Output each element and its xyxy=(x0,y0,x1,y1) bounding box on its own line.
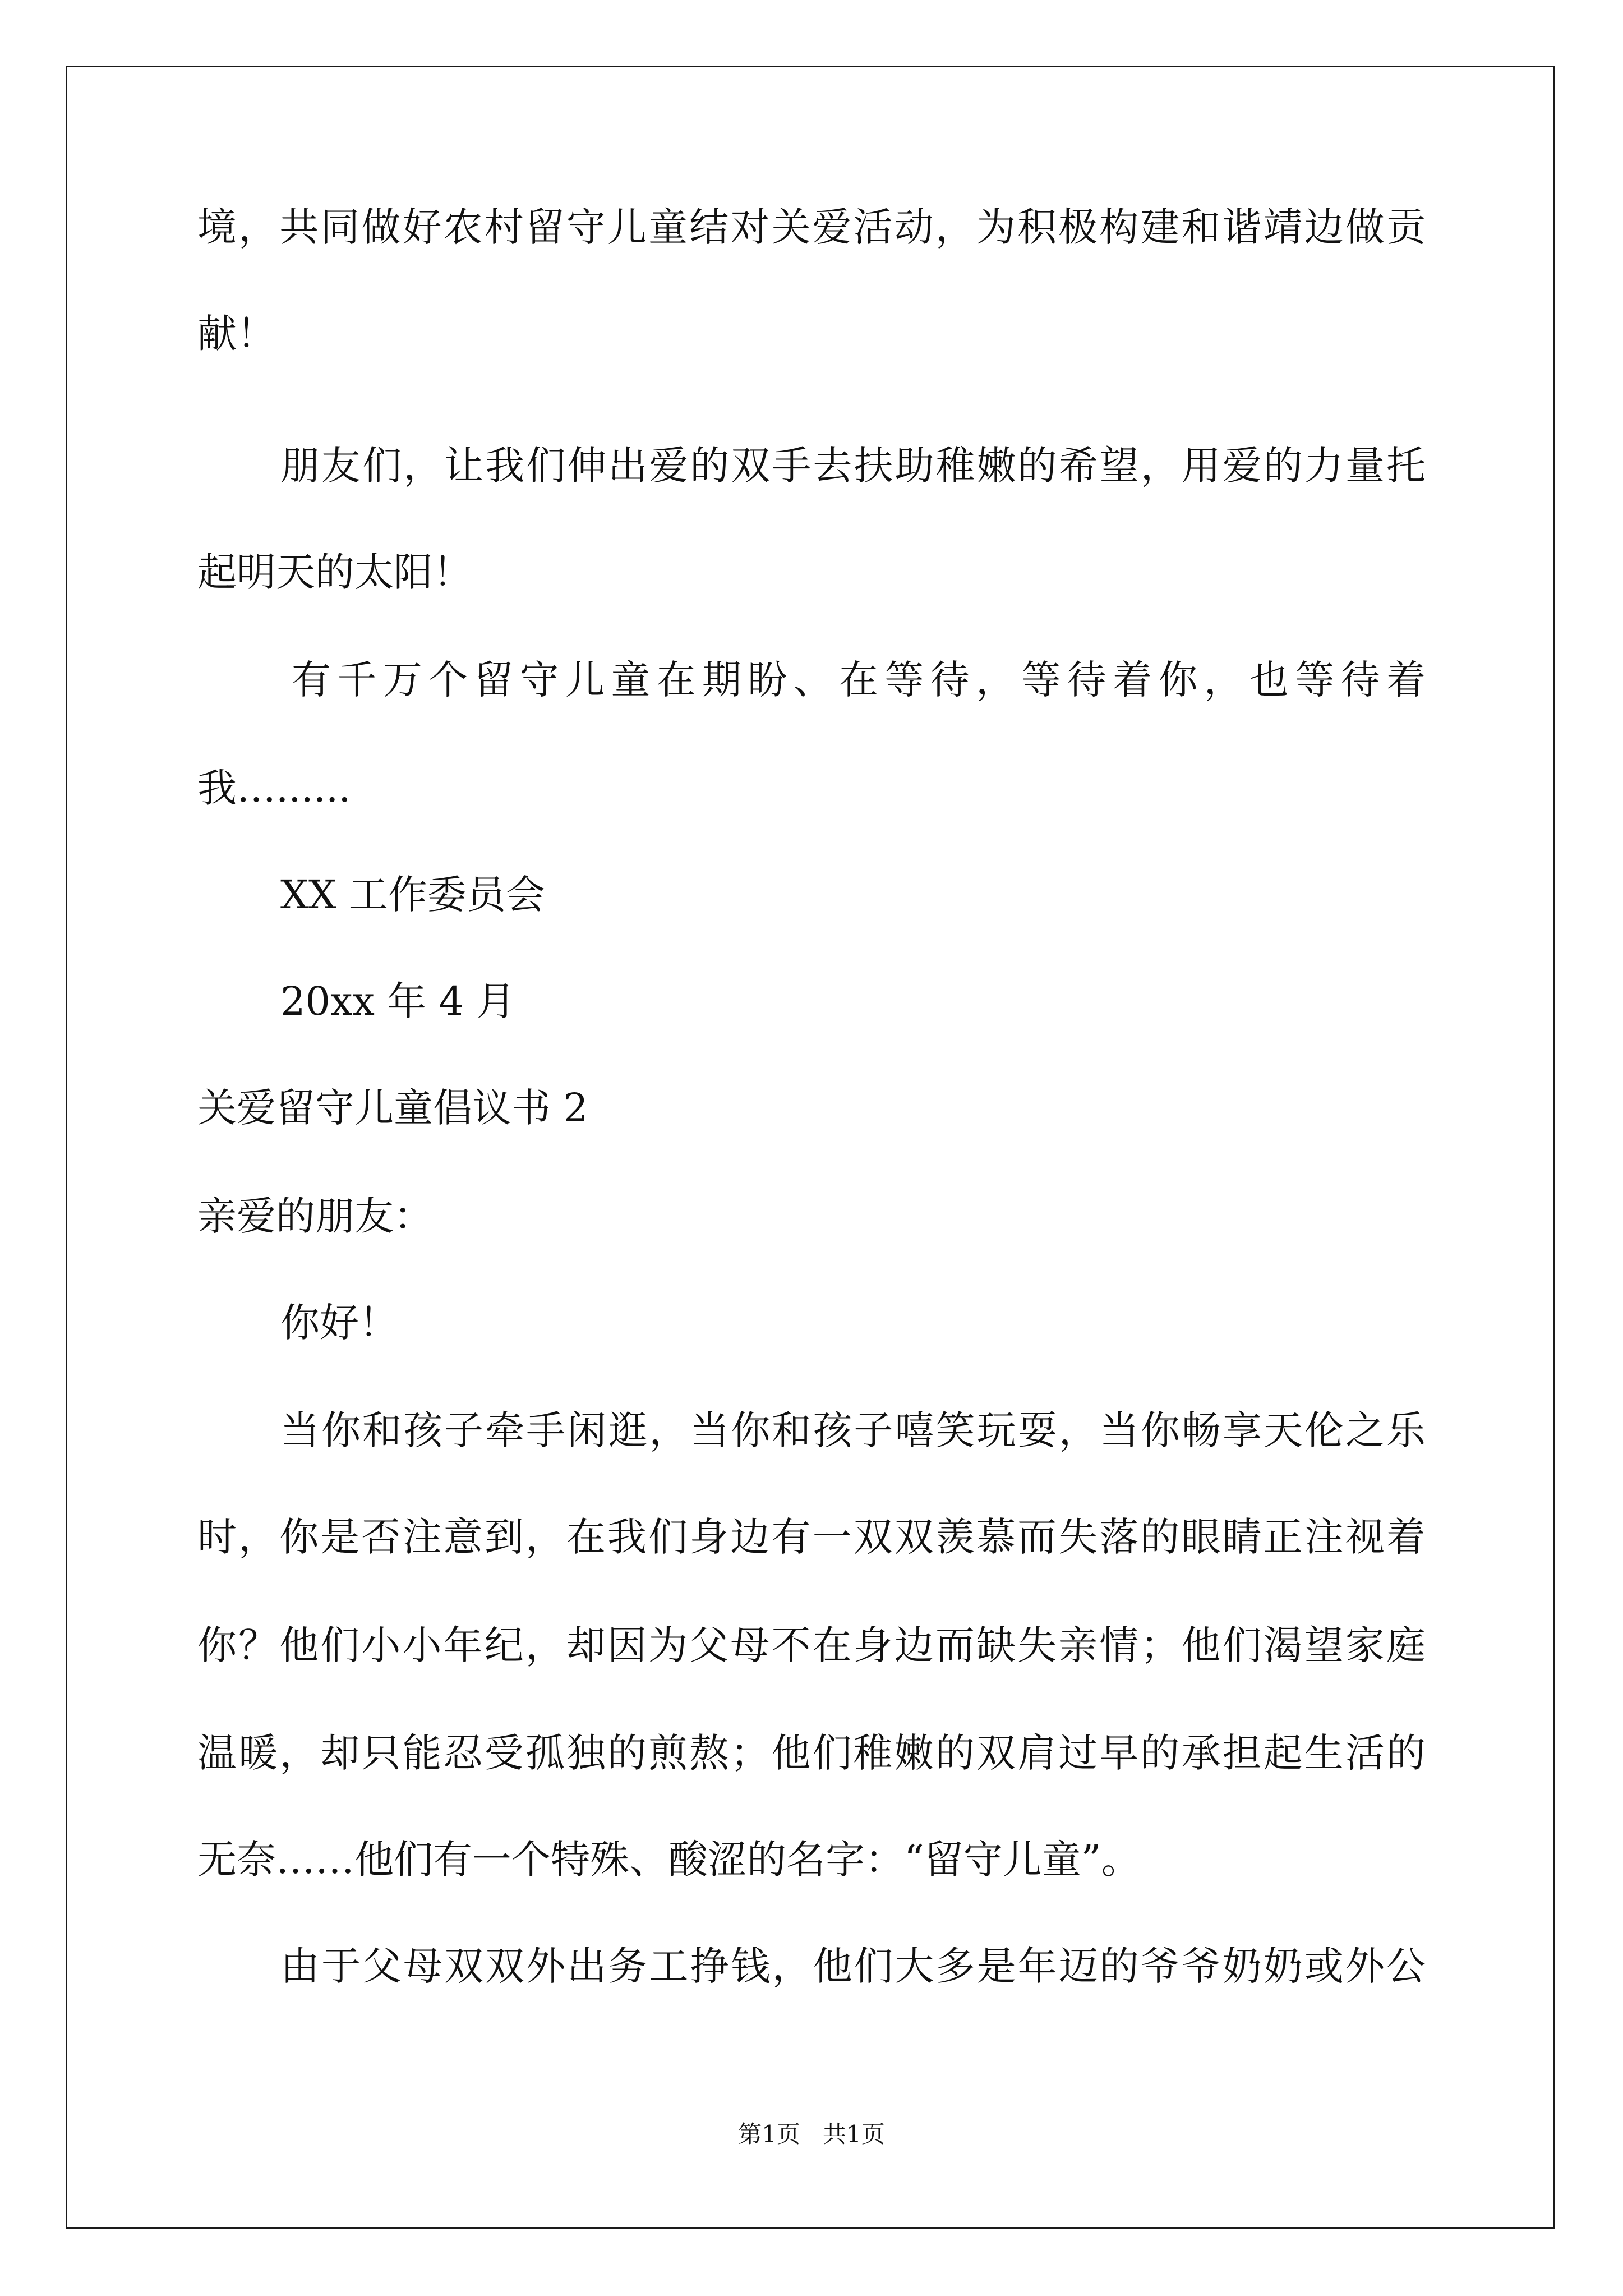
signature-date: 20xx 年 4 月 xyxy=(280,978,516,1024)
body-line: 有千万个留守儿童在期盼、在等待，等待着你，也等待着 xyxy=(292,657,1426,703)
page-footer: 第1页 共1页 xyxy=(738,2120,885,2148)
section-title: 关爱留守儿童倡议书 2 xyxy=(197,1085,588,1131)
body-line: 我…...... xyxy=(197,765,351,811)
body-line: 你？他们小小年纪，却因为父母不在身边而缺失亲情；他们渴望家庭 xyxy=(197,1622,1426,1668)
body-line: 由于父母双双外出务工挣钱，他们大多是年迈的爷爷奶奶或外公 xyxy=(280,1943,1426,1989)
signature-organization: XX 工作委员会 xyxy=(280,872,545,918)
body-line: 朋友们，让我们伸出爱的双手去扶助稚嫩的希望，用爱的力量托 xyxy=(280,443,1426,489)
salutation: 亲爱的朋友： xyxy=(197,1193,433,1239)
body-line: 境，共同做好农村留守儿童结对关爱活动，为积极构建和谐靖边做贡 xyxy=(197,204,1426,250)
page-border xyxy=(66,66,1555,2229)
body-line: 起明天的太阳！ xyxy=(197,549,472,595)
greeting: 你好！ xyxy=(280,1300,398,1346)
body-line: 温暖，却只能忍受孤独的煎熬；他们稚嫩的双肩过早的承担起生活的 xyxy=(197,1730,1426,1776)
body-line: 献！ xyxy=(197,311,276,357)
body-line: 无奈……他们有一个特殊、酸涩的名字：“留守儿童”。 xyxy=(197,1837,1141,1883)
body-line: 时，你是否注意到，在我们身边有一双双羡慕而失落的眼睛正注视着 xyxy=(197,1514,1426,1560)
body-line: 当你和孩子牵手闲逛，当你和孩子嘻笑玩耍，当你畅享天伦之乐 xyxy=(280,1407,1426,1453)
